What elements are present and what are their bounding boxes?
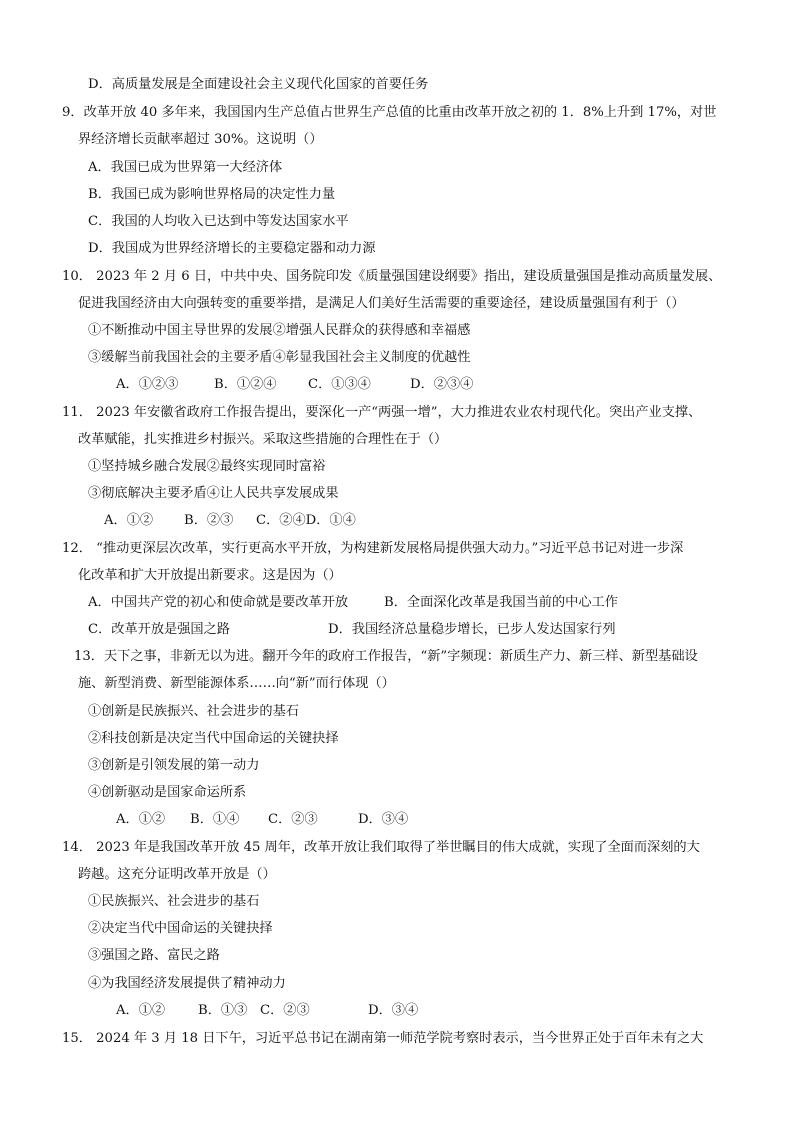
q13-choice-c: C．②③: [268, 812, 318, 827]
q10-choice-d: D．②③④: [410, 377, 474, 392]
q14-item-1: ①民族振兴、社会进步的基石: [88, 894, 260, 909]
q13-choices: [116, 811, 408, 829]
q11-items-line2: ③彻底解决主要矛盾④让人民共享发展成果: [88, 486, 339, 501]
q9-option-b: B．我国已成为影响世界格局的决定性力量: [88, 187, 336, 202]
q14-stem-line1: 14． 2023 年是我国改革开放 45 周年，改革开放让我们取得了举世瞩目的伟大成就，实现了全面而深刻的大: [62, 840, 700, 855]
q13-item-3: ③创新是引领发展的第一动力: [88, 758, 260, 773]
q11-stem-line2: 改革赋能，扎实推进乡村振兴。采取这些措施的合理性在于（）: [78, 432, 448, 447]
q12-stem-line2: 化改革和扩大开放提出新要求。这是因为（）: [78, 568, 342, 583]
q14-choice-c: C．②③: [260, 1003, 310, 1018]
q11-choice-b: B．②③: [184, 513, 234, 528]
q11-choice-a: A．①②: [104, 513, 154, 528]
q13-item-4: ④创新驱动是国家命运所系: [88, 785, 247, 800]
q10-stem-line2: 促进我国经济由大向强转变的重要举措，是满足人们美好生活需要的重要途径，建设质量强国有利于（）: [78, 296, 685, 311]
q14-choice-b: B．①③: [198, 1003, 248, 1018]
q13-item-2: ②科技创新是决定当代中国命运的关键抉择: [88, 731, 339, 746]
q10-choices: [116, 376, 473, 394]
q11-choices: [104, 512, 356, 530]
q9-stem-line1: 9．改革开放 40 多年来，我国国内生产总值占世界生产总值的比重由改革开放之初的 1．8%上升到 17%，对世: [62, 105, 717, 120]
q12-option-a: A．中国共产党的初心和使命就是要改革开放: [88, 595, 349, 610]
q13-stem-line2: 施、新型消费、新型能源体系……向“新”而行体现（）: [78, 676, 395, 691]
q10-items-line1: ①不断推动中国主导世界的发展②增强人民群众的获得感和幸福感: [88, 323, 471, 338]
q14-item-2: ②决定当代中国命运的关键抉择: [88, 921, 273, 936]
q13-choice-d: D．③④: [358, 812, 409, 827]
q12-option-b: B．全面深化改革是我国当前的中心工作: [384, 595, 618, 610]
q9-stem-line2: 界经济增长贡献率超过 30%。这说明（）: [78, 132, 323, 147]
q9-option-c: C．我国的人均收入已达到中等发达国家水平: [88, 214, 349, 229]
q10-stem-line1: 10． 2023 年 2 月 6 日，中共中央、国务院印发《质量强国建设纲要》指出，建设质量强国是推动高质量发展、: [62, 269, 722, 284]
q14-choices: [116, 1002, 418, 1020]
q13-choice-b: B．①④: [190, 812, 240, 827]
q12-stem-line1: 12． “推动更深层次改革，实行更高水平开放，为构建新发展格局提供强大动力。”习近平总书记对进一步深: [62, 541, 684, 556]
q15-stem-line1: 15． 2024 年 3 月 18 日下午，习近平总书记在湖南第一师范学院考察时表示，当今世界正处于百年未有之大: [62, 1031, 704, 1046]
q12-option-c: C．改革开放是强国之路: [88, 622, 230, 637]
q11-choice-cd: C．②④D．①④: [256, 513, 356, 528]
q10-choice-c: C．①③④: [308, 377, 371, 392]
q11-stem-line1: 11． 2023 年安徽省政府工作报告提出，要深化一产“两强一增”，大力推进农业农村现代化。突出产业支撑、: [62, 405, 702, 420]
q8-option-d: D．高质量发展是全面建设社会主义现代化国家的首要任务: [88, 77, 429, 92]
q11-items-line1: ①坚持城乡融合发展②最终实现同时富裕: [88, 459, 326, 474]
q10-choice-a: A．①②③: [116, 377, 179, 392]
q14-item-3: ③强国之路、富民之路: [88, 948, 220, 963]
q13-stem-line1: 13．天下之事，非新无以为进。翻开今年的政府工作报告，“新”字频现：新质生产力、新三样、新型基础设: [74, 649, 698, 664]
q10-items-line2: ③缓解当前我国社会的主要矛盾④彰显我国社会主义制度的优越性: [88, 350, 471, 365]
q9-option-d: D．我国成为世界经济增长的主要稳定器和动力源: [88, 241, 376, 256]
q13-item-1: ①创新是民族振兴、社会进步的基石: [88, 704, 299, 719]
q14-choice-a: A．①②: [116, 1003, 166, 1018]
q13-choice-a: A．①②: [116, 812, 166, 827]
q10-choice-b: B．①②④: [214, 377, 277, 392]
q9-option-a: A．我国已成为世界第一大经济体: [88, 160, 283, 175]
q14-choice-d: D．③④: [368, 1003, 419, 1018]
q14-item-4: ④为我国经济发展提供了精神动力: [88, 976, 286, 991]
q14-stem-line2: 跨越。这充分证明改革开放是（）: [78, 867, 276, 882]
q12-option-d: D．我国经济总量稳步增长，已步人发达国家行列: [328, 622, 616, 637]
